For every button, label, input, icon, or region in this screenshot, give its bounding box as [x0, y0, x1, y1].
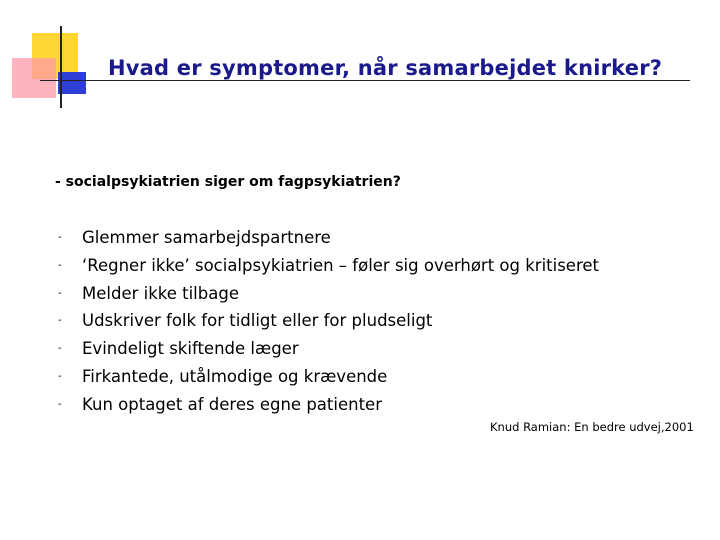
list-item — [0, 363, 700, 391]
decor-horizontal-line — [40, 80, 690, 81]
list-item — [0, 252, 700, 280]
bullet-text: Udskriver folk for tidligt eller for pludseligt — [82, 311, 433, 331]
bullet-list — [0, 224, 700, 419]
list-item — [0, 307, 700, 335]
bullet-marker: - — [58, 259, 62, 271]
bullet-marker: - — [58, 287, 62, 299]
decor-blue-square — [58, 72, 86, 94]
decor-vertical-line — [60, 26, 62, 108]
bullet-text: Evindeligt skiftende læger — [82, 339, 299, 359]
bullet-marker: - — [58, 398, 62, 410]
list-item — [0, 224, 700, 252]
slide-subtitle: - socialpsykiatrien siger om fagpsykiatrien? — [55, 174, 401, 190]
list-item — [0, 391, 700, 419]
bullet-marker: - — [58, 232, 62, 243]
list-item — [0, 335, 700, 363]
list-item — [0, 280, 700, 308]
bullet-marker: - — [58, 343, 62, 355]
bullet-text: Melder ikke tilbage — [82, 283, 239, 303]
bullet-text: Glemmer samarbejdspartnere — [82, 228, 331, 247]
bullet-text: Firkantede, utålmodige og krævende — [82, 366, 388, 386]
slide-title: Hvad er symptomer, når samarbejdet knirker? — [108, 56, 663, 80]
bullet-text: ‘Regner ikke’ socialpsykiatrien – føler sig overhørt og kritiseret — [82, 255, 599, 275]
bullet-marker: - — [58, 370, 62, 382]
bullet-marker: - — [58, 315, 62, 327]
citation: Knud Ramian: En bedre udvej,2001 — [490, 420, 694, 434]
bullet-text: Kun optaget af deres egne patienter — [82, 394, 382, 414]
decor-pink-square — [12, 58, 56, 98]
